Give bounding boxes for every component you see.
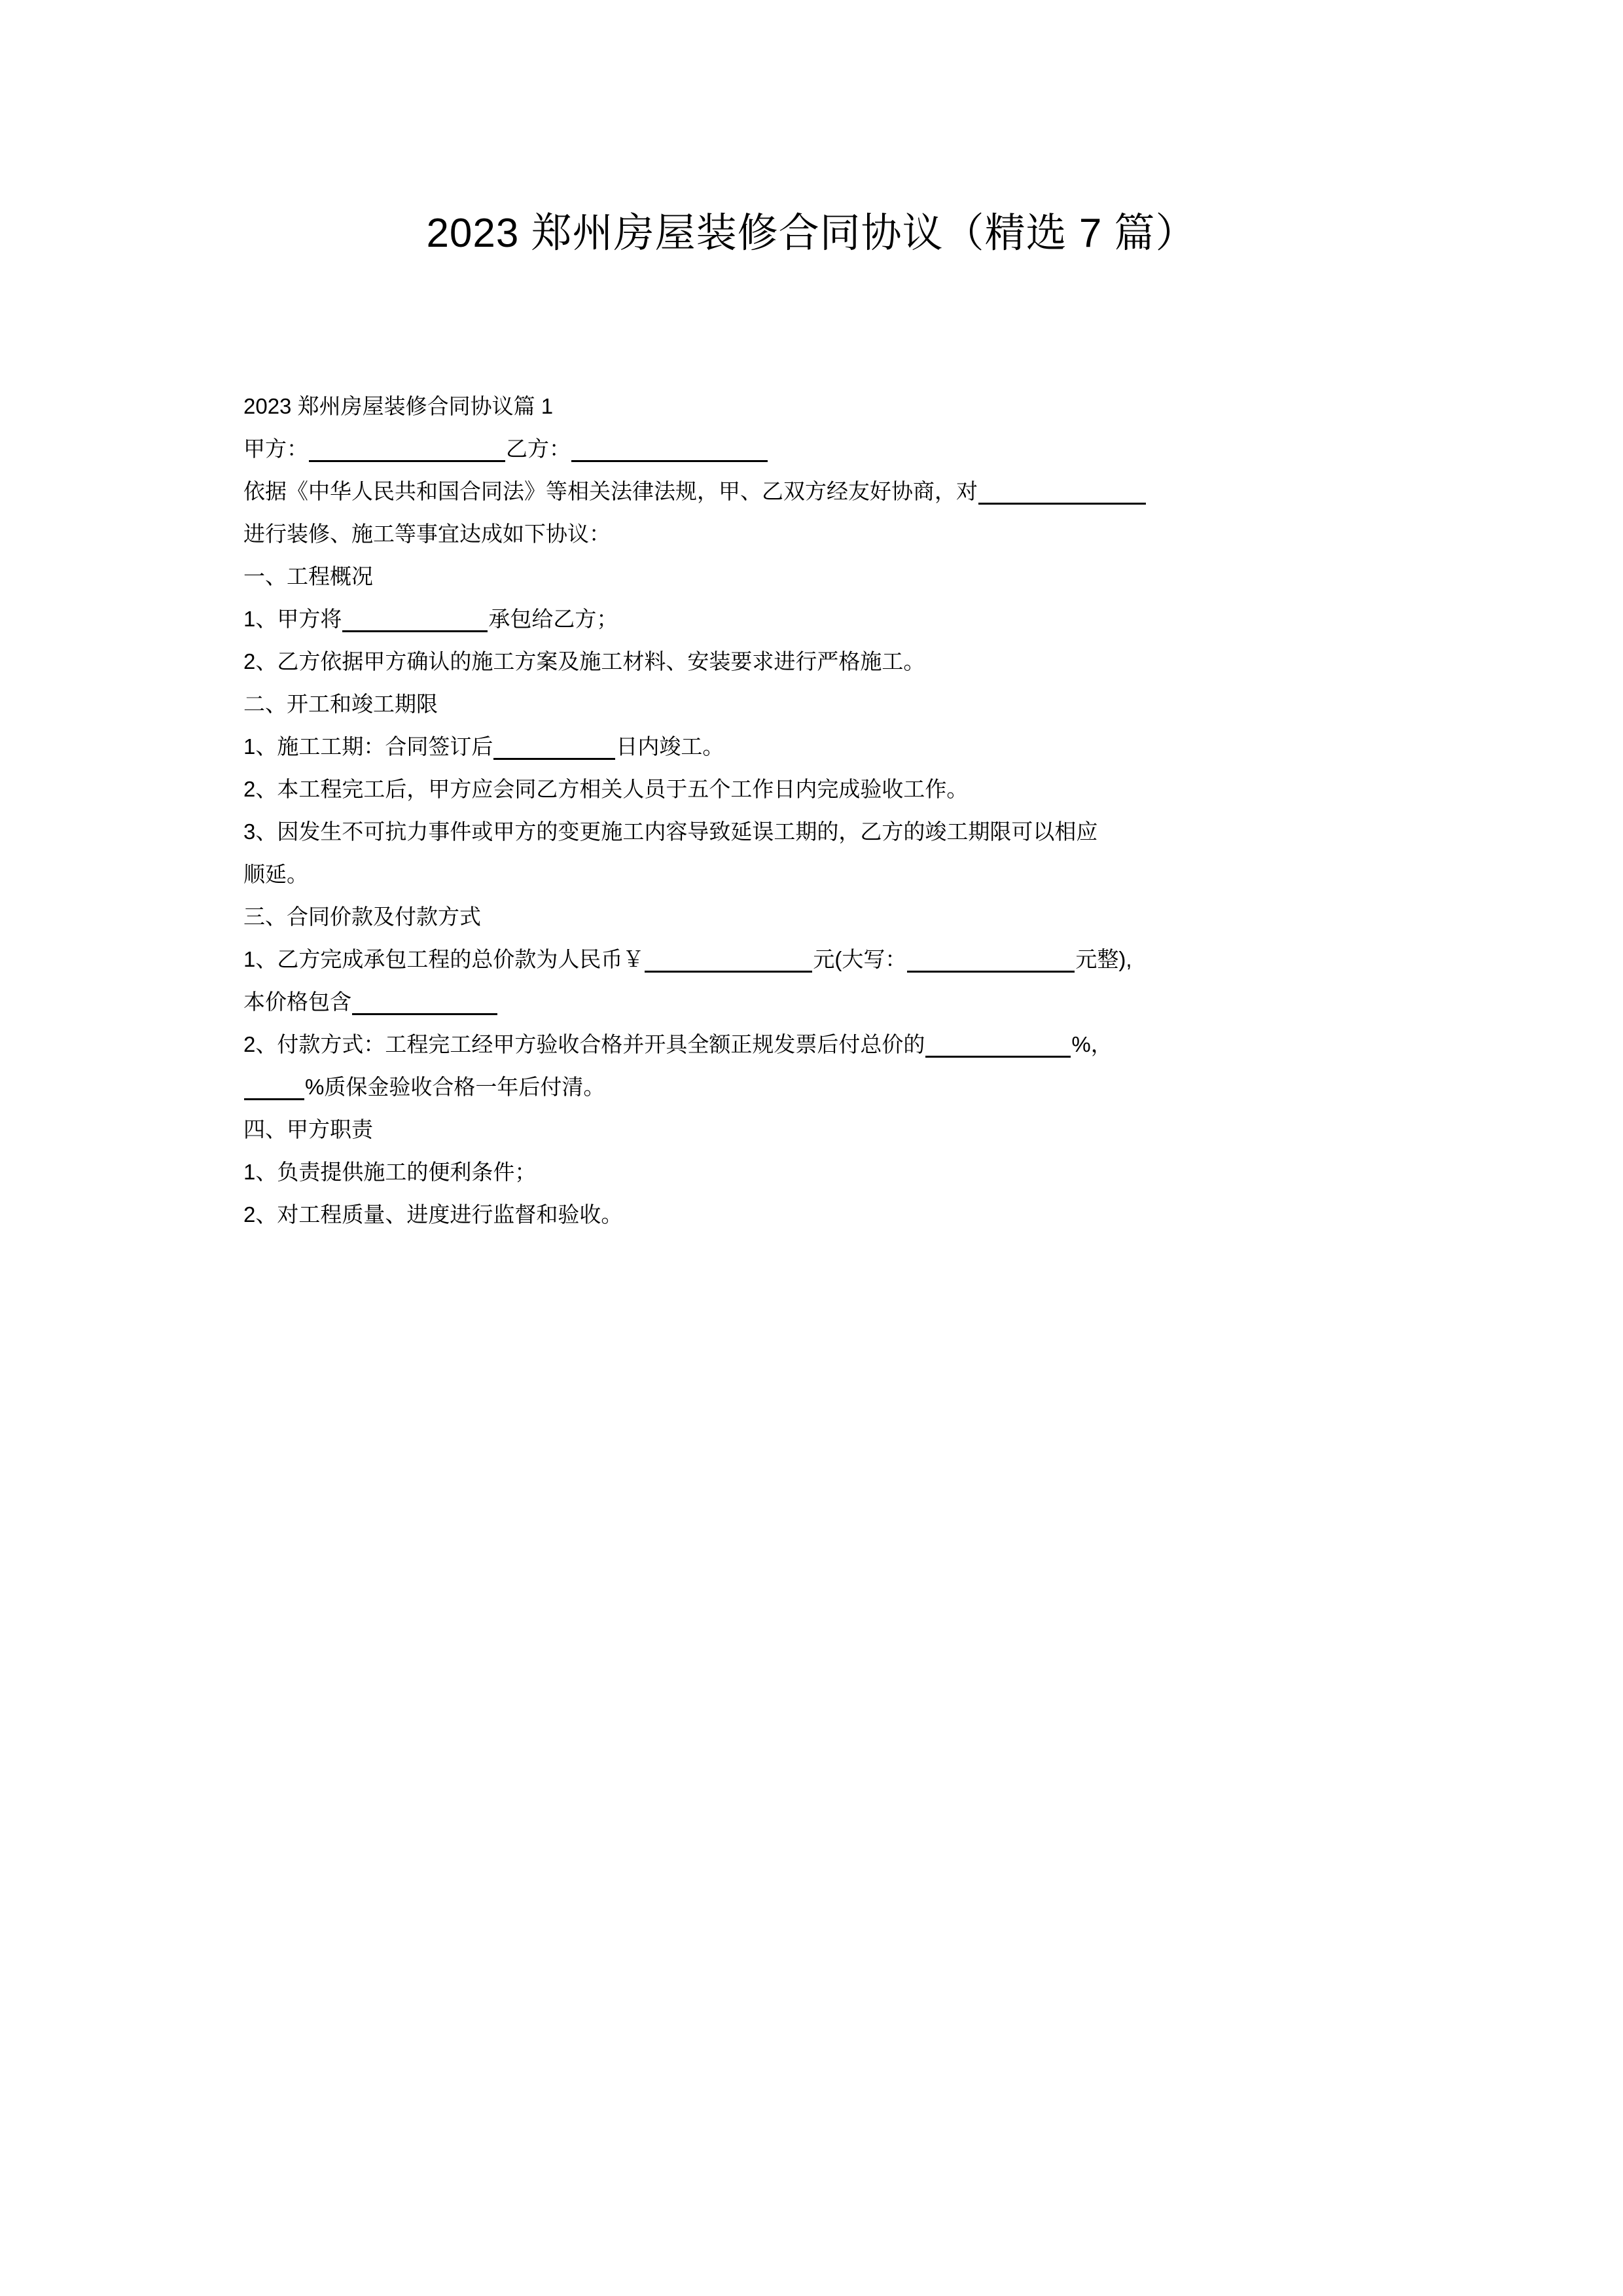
section-3-item-1-slot xyxy=(243,930,1385,973)
parties-slot xyxy=(243,420,1385,462)
preamble-subject-blank[interactable] xyxy=(978,483,1146,505)
section-2-heading-text: 二、开工和竣工期限 xyxy=(243,692,438,716)
section-2-item-3-slot xyxy=(243,802,1385,845)
section-3-item-1-amount-words-blank[interactable] xyxy=(907,951,1075,973)
section-2-item-2-text: 2、本工程完工后，甲方应会同乙方相关人员于五个工作日内完成验收工作。 xyxy=(243,777,969,801)
section-2-item-1-prefix: 1、施工工期：合同签订后 xyxy=(243,734,493,759)
section-4-heading-text: 四、甲方职责 xyxy=(243,1117,373,1141)
document-body xyxy=(243,377,1385,1228)
section-2-item-1-suffix: 日内竣工。 xyxy=(616,734,724,759)
section-2-item-1 xyxy=(243,717,1385,760)
section-1-item-1-prefix: 1、甲方将 xyxy=(243,607,342,631)
section-2-item-1-slot xyxy=(243,717,1385,760)
document-subtitle xyxy=(243,377,1385,420)
section-1-heading xyxy=(243,547,1385,590)
document-subtitle-text: 2023 郑州房屋装修合同协议篇 1 xyxy=(243,394,554,418)
preamble-line1-slot xyxy=(243,462,1385,505)
party-b-blank[interactable] xyxy=(571,440,768,462)
section-3-item-2-prefix: 2、付款方式：工程完工经甲方验收合格并开具全额正规发票后付总价的 xyxy=(243,1032,925,1056)
preamble-line2 xyxy=(243,505,1385,547)
page-title: 2023 郑州房屋装修合同协议（精选 7 篇） xyxy=(426,211,1197,256)
party-b-label: 乙方： xyxy=(506,437,571,461)
section-3-item-2-retainage-blank[interactable] xyxy=(244,1079,304,1100)
section-4-heading-slot xyxy=(243,1100,1385,1143)
section-1-item-2-slot xyxy=(243,632,1385,675)
section-4-item-1 xyxy=(243,1143,1385,1185)
section-3-item-1-prefix: 1、乙方完成承包工程的总价款为人民币￥ xyxy=(243,947,645,971)
section-3-item-2-slot xyxy=(243,1015,1385,1058)
section-2-item-3-continuation xyxy=(243,845,1385,888)
section-3-item-1-continuation xyxy=(243,973,1385,1015)
section-1-item-1 xyxy=(243,590,1385,632)
section-2-item-3 xyxy=(243,802,1385,845)
section-1-item-2 xyxy=(243,632,1385,675)
parties-line xyxy=(243,420,1385,462)
section-3-item-1-inclusions-blank[interactable] xyxy=(352,994,497,1015)
section-3-item-2-wrap-text: %质保金验收合格一年后付清。 xyxy=(305,1075,605,1099)
section-3-item-1-continuation-slot xyxy=(243,973,1385,1015)
section-3-item-1-mid2: 元整), xyxy=(1075,947,1132,971)
section-4-heading xyxy=(243,1100,1385,1143)
section-3-item-1 xyxy=(243,930,1385,973)
section-2-item-2 xyxy=(243,760,1385,802)
section-3-item-1-amount-blank[interactable] xyxy=(645,951,812,973)
section-4-item-1-slot xyxy=(243,1143,1385,1185)
preamble-line2-text: 进行装修、施工等事宜达成如下协议： xyxy=(243,522,611,546)
party-a-blank[interactable] xyxy=(309,440,505,462)
section-3-item-1-mid1: 元(大写： xyxy=(813,947,907,971)
section-2-item-2-slot xyxy=(243,760,1385,802)
section-1-item-2-text: 2、乙方依据甲方确认的施工方案及施工材料、安装要求进行严格施工。 xyxy=(243,649,925,673)
section-1-item-1-suffix: 承包给乙方； xyxy=(488,607,618,631)
document-subtitle-slot xyxy=(243,377,1385,420)
section-2-heading xyxy=(243,675,1385,717)
section-3-item-1-wrap-text: 本价格包含 xyxy=(243,990,351,1014)
section-1-heading-text: 一、工程概况 xyxy=(243,564,373,588)
section-4-item-2-text: 2、对工程质量、进度进行监督和验收。 xyxy=(243,1202,623,1227)
section-3-item-2-continuation xyxy=(243,1058,1385,1100)
section-1-heading-slot xyxy=(243,547,1385,590)
section-2-item-1-blank[interactable] xyxy=(493,738,615,760)
party-a-label: 甲方： xyxy=(243,437,308,461)
section-3-item-2-percent-blank[interactable] xyxy=(925,1036,1071,1058)
section-2-item-3-continuation-slot xyxy=(243,845,1385,888)
section-3-heading xyxy=(243,888,1385,930)
section-1-item-1-blank[interactable] xyxy=(342,611,488,632)
section-2-heading-slot xyxy=(243,675,1385,717)
section-3-heading-text: 三、合同价款及付款方式 xyxy=(243,905,481,929)
section-4-item-2 xyxy=(243,1185,1385,1228)
section-3-item-2 xyxy=(243,1015,1385,1058)
preamble-line2-slot xyxy=(243,505,1385,547)
preamble-line1 xyxy=(243,462,1385,505)
section-4-item-1-text: 1、负责提供施工的便利条件； xyxy=(243,1160,537,1184)
section-3-item-2-continuation-slot xyxy=(243,1058,1385,1100)
section-2-item-3-text: 3、因发生不可抗力事件或甲方的变更施工内容导致延误工期的，乙方的竣工期限可以相应 xyxy=(243,819,1098,844)
section-3-item-2-mid1: %， xyxy=(1071,1032,1113,1056)
section-3-heading-slot xyxy=(243,888,1385,930)
section-1-item-1-slot xyxy=(243,590,1385,632)
preamble-line1-text: 依据《中华人民共和国合同法》等相关法律法规，甲、乙双方经友好协商，对 xyxy=(243,479,978,503)
section-2-item-3-continuation-text: 顺延。 xyxy=(243,862,308,886)
section-4-item-2-slot xyxy=(243,1185,1385,1228)
